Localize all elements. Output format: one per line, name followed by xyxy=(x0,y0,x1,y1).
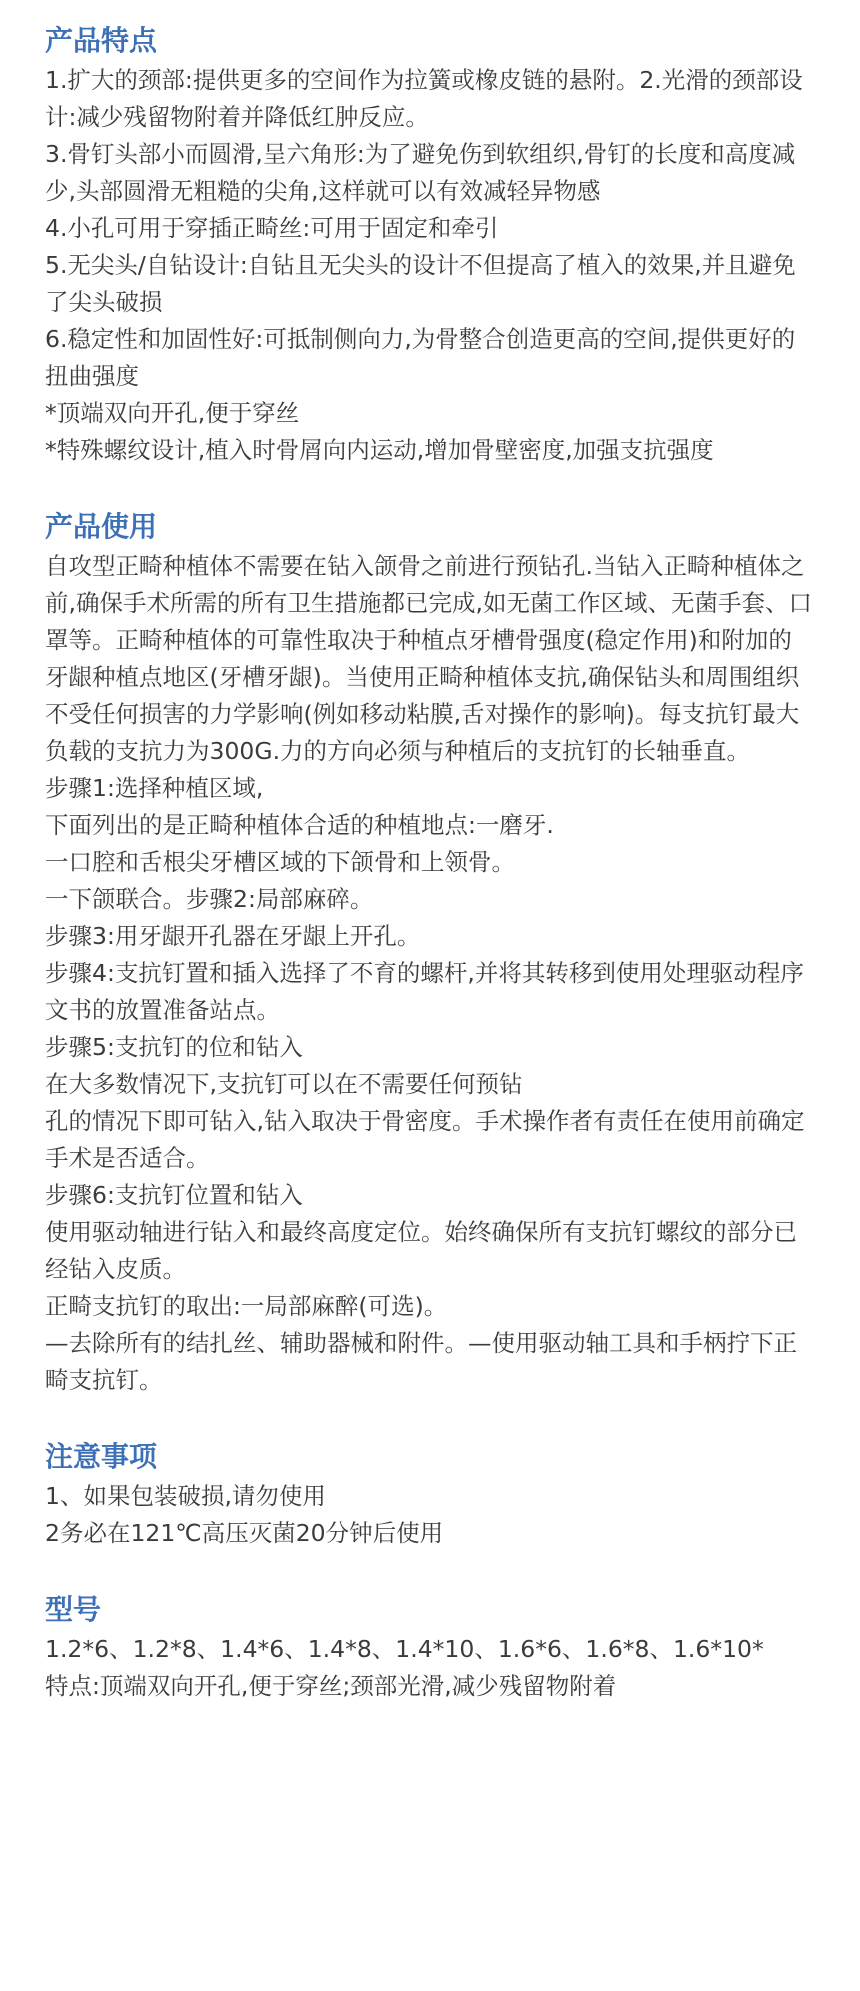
paragraph: 自攻型正畸种植体不需要在钻入颌骨之前进行预钻孔.当钻入正畸种植体之前,确保手术所需的所有卫生措施都已完成,如无菌工作区域、无菌手套、口罩等。正畸种植体的可靠性取决于种植点牙槽骨强度(稳定作用)和附加的牙龈种植点地区(牙槽牙龈)。当使用正畸种植体支抗,确保钻头和周围组织不受任何损害的力学影响(例如移动粘膜,舌对操作的影响)。每支抗钉最大负载的支抗力为300G.力的方向必须与种植后的支抗钉的长轴垂直。 xyxy=(45,552,812,765)
paragraph: 6.稳定性和加固性好:可抵制侧向力,为骨整合创造更高的空间,提供更好的扭曲强度 xyxy=(45,325,796,390)
paragraph: 特点:顶端双向开孔,便于穿丝;颈部光滑,减少残留物附着 xyxy=(45,1672,617,1700)
paragraph: 步骤5:支抗钉的位和钻入 xyxy=(45,1033,303,1061)
section-precautions xyxy=(45,1436,815,1552)
paragraph: 在大多数情况下,支抗钉可以在不需要任何预钻 xyxy=(45,1070,523,1098)
paragraph: *顶端双向开孔,便于穿丝 xyxy=(45,399,300,427)
section-title: 型号 xyxy=(45,1593,102,1626)
paragraph: 正畸支抗钉的取出:一局部麻醉(可选)。 xyxy=(45,1292,448,1320)
paragraph: 1.2*6、1.2*8、1.4*6、1.4*8、1.4*10、1.6*6、1.6*8、1.6*10* xyxy=(45,1635,764,1663)
paragraph: 步骤4:支抗钉置和插入选择了不育的螺杆,并将其转移到使用处理驱动程序文书的放置准备站点。 xyxy=(45,959,804,1024)
paragraph: 步骤6:支抗钉位置和钻入 xyxy=(45,1181,303,1209)
paragraph: *特殊螺纹设计,植入时骨屑向内运动,增加骨壁密度,加强支抗强度 xyxy=(45,436,714,464)
section-title: 产品特点 xyxy=(45,24,158,57)
paragraph: 使用驱动轴进行钻入和最终高度定位。始终确保所有支抗钉螺纹的部分已经钻入皮质。 xyxy=(45,1218,797,1283)
paragraph: 1.扩大的颈部:提供更多的空间作为拉簧或橡皮链的悬附。2.光滑的颈部设计:减少残留物附着并降低红肿反应。 xyxy=(45,66,803,131)
paragraph: 4.小孔可用于穿插正畸丝:可用于固定和牵引 xyxy=(45,214,499,242)
paragraph: 下面列出的是正畸种植体合适的种植地点:一磨牙. xyxy=(45,811,554,839)
section-product-features xyxy=(45,20,815,469)
paragraph: 一口腔和舌根尖牙槽区域的下颌骨和上领骨。 xyxy=(45,848,515,876)
paragraph: 3.骨钉头部小而圆滑,呈六角形:为了避免伤到软组织,骨钉的长度和高度减少,头部圆滑无粗糙的尖角,这样就可以有效减轻异物感 xyxy=(45,140,796,205)
paragraph: 5.无尖头/自钻设计:自钻且无尖头的设计不但提高了植入的效果,并且避免了尖头破损 xyxy=(45,251,796,316)
paragraph: 步骤3:用牙龈开孔器在牙龈上开孔。 xyxy=(45,922,421,950)
section-title: 注意事项 xyxy=(45,1440,158,1473)
paragraph: 一下颌联合。步骤2:局部麻碎。 xyxy=(45,885,374,913)
paragraph: 1、如果包装破损,请勿使用 xyxy=(45,1482,326,1510)
section-models xyxy=(45,1589,815,1705)
section-title: 产品使用 xyxy=(45,510,158,543)
paragraph: —去除所有的结扎丝、辅助器械和附件。—使用驱动轴工具和手柄拧下正畸支抗钉。 xyxy=(45,1329,797,1394)
paragraph: 孔的情况下即可钻入,钻入取决于骨密度。手术操作者有责任在使用前确定手术是否适合。 xyxy=(45,1107,805,1172)
section-product-usage xyxy=(45,506,815,1399)
paragraph: 2务必在121℃高压灭菌20分钟后使用 xyxy=(45,1519,444,1547)
paragraph: 步骤1:选择种植区域, xyxy=(45,774,264,802)
